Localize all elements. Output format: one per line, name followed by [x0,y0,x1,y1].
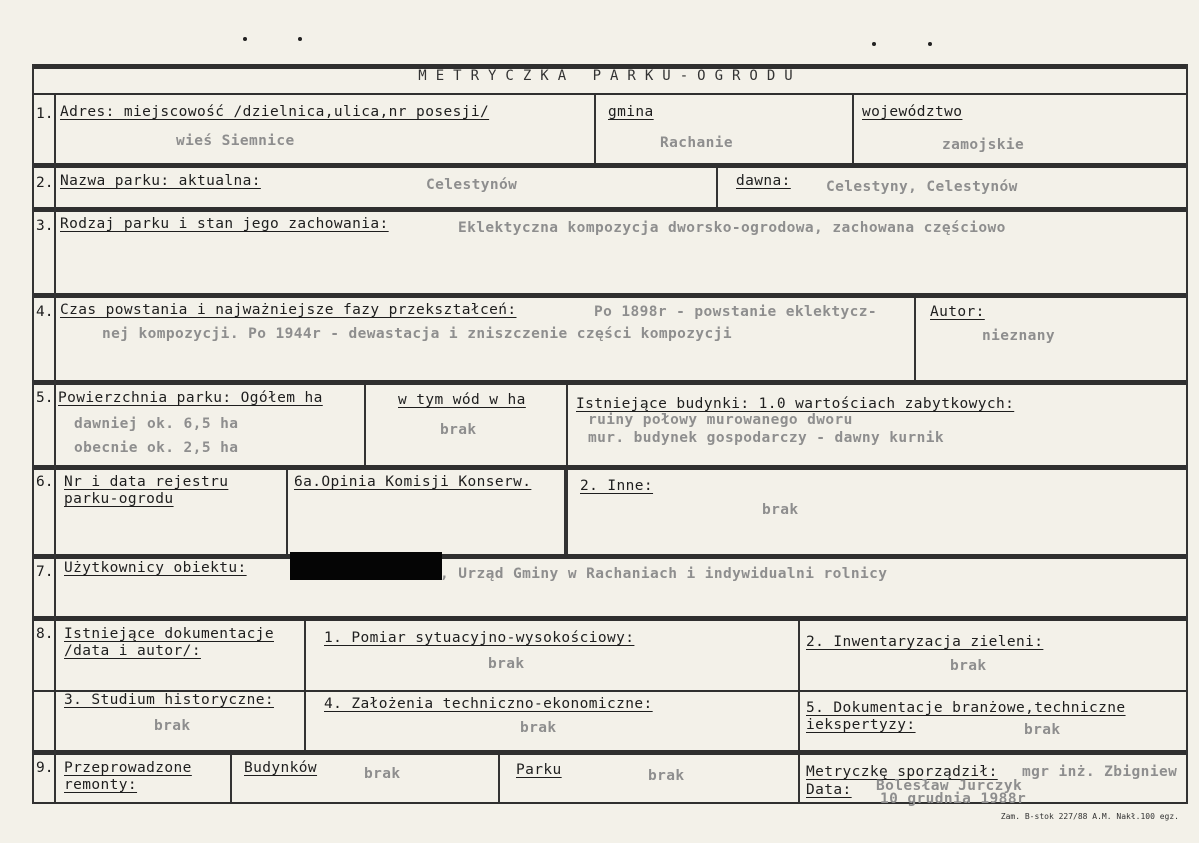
row-number: 5. [36,390,54,406]
row-number: 3. [36,218,54,234]
voivodeship-label: województwo [862,104,963,120]
other-value: brak [762,502,799,518]
ink-speck [928,42,932,46]
cell-divider [230,755,232,802]
doc-greenery-value: brak [950,658,987,674]
cell-divider [594,95,596,163]
row-number: 7. [36,564,54,580]
cell-divider [716,168,718,207]
num-column-divider [54,95,56,802]
cell-divider [564,470,568,554]
rule [34,293,1186,298]
buildings-value-1: ruiny połowy murowanego dworu [588,412,853,428]
users-label: Użytkownicy obiektu: [64,560,247,576]
area-label: Powierzchnia parku: Ogółem ha [58,390,323,406]
repairs-buildings-label: Budynków [244,760,318,776]
rule [34,465,1186,470]
water-label: w tym wód w ha [398,392,526,408]
author-value: nieznany [982,328,1056,344]
row-number: 6. [36,474,54,490]
rule [34,207,1186,212]
park-record-form [32,64,1188,807]
prepared-by-label: Metryczkę sporządził: [806,764,998,780]
repairs-label-2: remonty: [64,777,138,793]
cell-divider [364,385,366,465]
repairs-buildings-value: brak [364,766,401,782]
redaction-bar [290,552,442,580]
area-before: dawniej ok. 6,5 ha [74,416,239,432]
print-footer: Zam. B-stok 227/88 A.M. Nakł.100 egz. [1000,812,1179,821]
author-label: Autor: [930,304,985,320]
area-now: obecnie ok. 2,5 ha [74,440,239,456]
doc-tech-value: brak [520,720,557,736]
gmina-label: gmina [608,104,654,120]
cell-divider [852,95,854,163]
docs-label-2: /data i autor/: [64,643,201,659]
row-number: 1. [36,106,54,122]
voivodeship-value: zamojskie [942,137,1025,153]
row-number: 2. [36,175,54,191]
cell-divider [304,621,306,750]
cell-divider [498,755,500,802]
buildings-value-2: mur. budynek gospodarczy - dawny kurnik [588,430,945,446]
address-label: Adres: miejscowość /dzielnica,ulica,nr posesji/ [60,104,490,120]
park-type-label: Rodzaj parku i stan jego zachowania: [60,216,389,232]
doc-history-value: brak [154,718,191,734]
docs-label-1: Istniejące dokumentacje [64,626,274,642]
rule [34,554,1186,559]
origin-value-line2: nej kompozycji. Po 1944r - dewastacja i zniszczenie części kompozycji [102,326,732,342]
ink-speck [872,42,876,46]
row-number: 9. [36,760,54,776]
other-label: 2. Inne: [580,478,654,494]
doc-history-label: 3. Studium historyczne: [64,692,274,708]
buildings-label: Istniejące budynki: 1.0 wartościach zabytkowych: [576,396,1015,412]
row-number: 4. [36,304,54,320]
form-title: METRYCZKA PARKU-OGRODU [418,68,802,84]
rule [34,380,1186,385]
prepared-by-value: mgr inż. Zbigniew [1022,764,1178,780]
prepared-by-name: Bolesław Jurczyk [876,778,1023,794]
doc-survey-value: brak [488,656,525,672]
doc-branch-value: brak [1024,722,1061,738]
rule [34,616,1186,621]
park-name-former: Celestyny, Celestynów [826,179,1018,195]
opinion-label: 6a.Opinia Komisji Konserw. [294,474,532,490]
repairs-park-value: brak [648,768,685,784]
cell-divider [566,385,568,465]
cell-divider [798,755,800,802]
register-label-2: parku-ogrodu [64,491,174,507]
park-name-current: Celestynów [426,177,518,193]
park-name-former-label: dawna: [736,173,791,189]
date-label: Data: [806,782,852,798]
ink-speck [298,37,302,41]
repairs-park-label: Parku [516,762,562,778]
doc-branch-label-1: 5. Dokumentacje branżowe,techniczne [806,700,1126,716]
water-value: brak [440,422,477,438]
repairs-label-1: Przeprowadzone [64,760,192,776]
date-value: 10 grudnia 1988r [880,791,1027,807]
doc-survey-label: 1. Pomiar sytuacyjno-wysokościowy: [324,630,635,646]
rule [34,750,1186,755]
doc-branch-label-2: iekspertyzy: [806,717,916,733]
origin-label: Czas powstania i najważniejsze fazy przekształceń: [60,302,517,318]
register-label-1: Nr i data rejestru [64,474,229,490]
rule [34,93,1186,95]
gmina-value: Rachanie [660,135,734,151]
cell-divider [798,621,800,750]
row-number: 8. [36,626,54,642]
address-value: wieś Siemnice [176,133,295,149]
origin-value-line1: Po 1898r - powstanie eklektycz- [594,304,878,320]
park-name-label: Nazwa parku: aktualna: [60,173,261,189]
park-type-value: Eklektyczna kompozycja dworsko-ogrodowa, zachowana częściowo [458,220,1006,236]
cell-divider [286,470,288,554]
rule [34,163,1186,168]
ink-speck [243,37,247,41]
users-value: , Urząd Gminy w Rachaniach i indywidualni rolnicy [440,566,888,582]
doc-greenery-label: 2. Inwentaryzacja zieleni: [806,634,1044,650]
doc-tech-label: 4. Założenia techniczno-ekonomiczne: [324,696,653,712]
cell-divider [914,298,916,380]
